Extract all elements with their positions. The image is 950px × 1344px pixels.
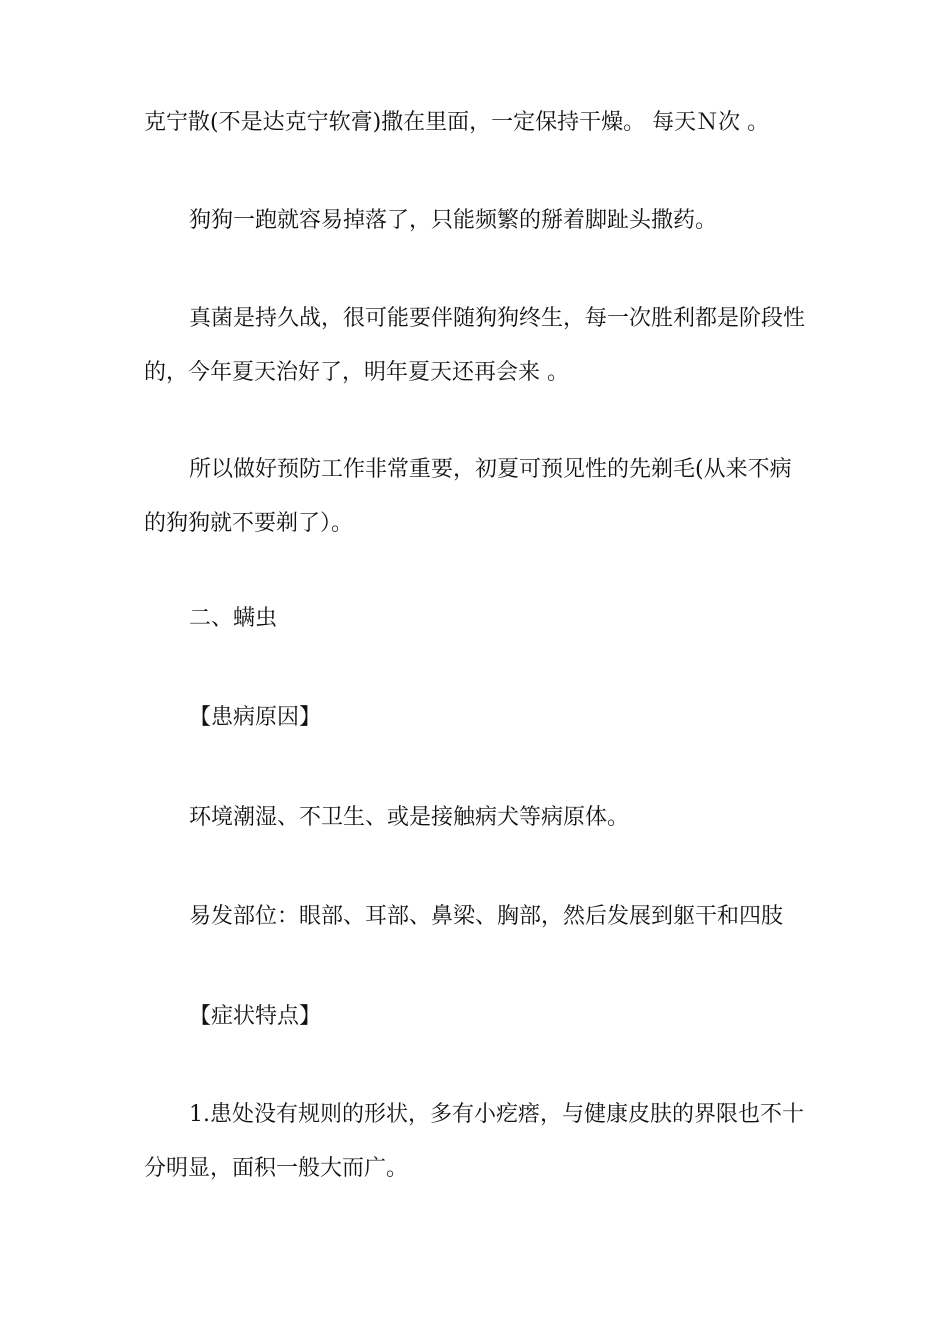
text-line: 狗狗一跑就容易掉落了，只能频繁的掰着脚趾头撒药。 bbox=[189, 208, 718, 233]
text-line: 所以做好预防工作非常重要，初夏可预见性的先剃毛(从来不病 bbox=[189, 457, 792, 482]
paragraph-dog-running bbox=[144, 194, 814, 248]
text-line: 【患病原因】 bbox=[189, 705, 322, 730]
text-line: 易发部位：眼部、耳部、鼻梁、胸部，然后发展到躯干和四肢 bbox=[189, 904, 784, 929]
text-line: 的狗狗就不要剃了）。 bbox=[144, 511, 354, 536]
text-line: 1.患处没有规则的形状，多有小疙瘩，与健康皮肤的界限也不十 bbox=[189, 1102, 804, 1127]
paragraph-affected-areas bbox=[144, 890, 814, 944]
text-line: 环境潮湿、不卫生、或是接触病犬等病原体。 bbox=[189, 805, 630, 830]
paragraph-kening-powder bbox=[144, 96, 814, 150]
paragraph-prevention bbox=[144, 443, 814, 551]
paragraph-cause-description bbox=[144, 791, 814, 845]
paragraph-fungus-long-battle bbox=[144, 292, 814, 400]
text-line: 真菌是持久战，很可能要伴随狗狗终生，每一次胜利都是阶段性 bbox=[189, 306, 806, 331]
subheading-symptoms bbox=[144, 990, 814, 1044]
text-line: 二、螨虫 bbox=[189, 606, 278, 631]
text-line: 克宁散(不是达克宁软膏)撒在里面，一定保持干燥。 每天Ｎ次 。 bbox=[144, 110, 770, 135]
subheading-cause bbox=[144, 691, 814, 745]
section-heading-mites bbox=[144, 592, 814, 646]
text-line: 【症状特点】 bbox=[189, 1004, 322, 1029]
text-line: 的，今年夏天治好了，明年夏天还再会来 。 bbox=[144, 360, 569, 385]
paragraph-symptom-1 bbox=[144, 1088, 814, 1196]
text-line: 分明显，面积一般大而广。 bbox=[144, 1156, 409, 1181]
